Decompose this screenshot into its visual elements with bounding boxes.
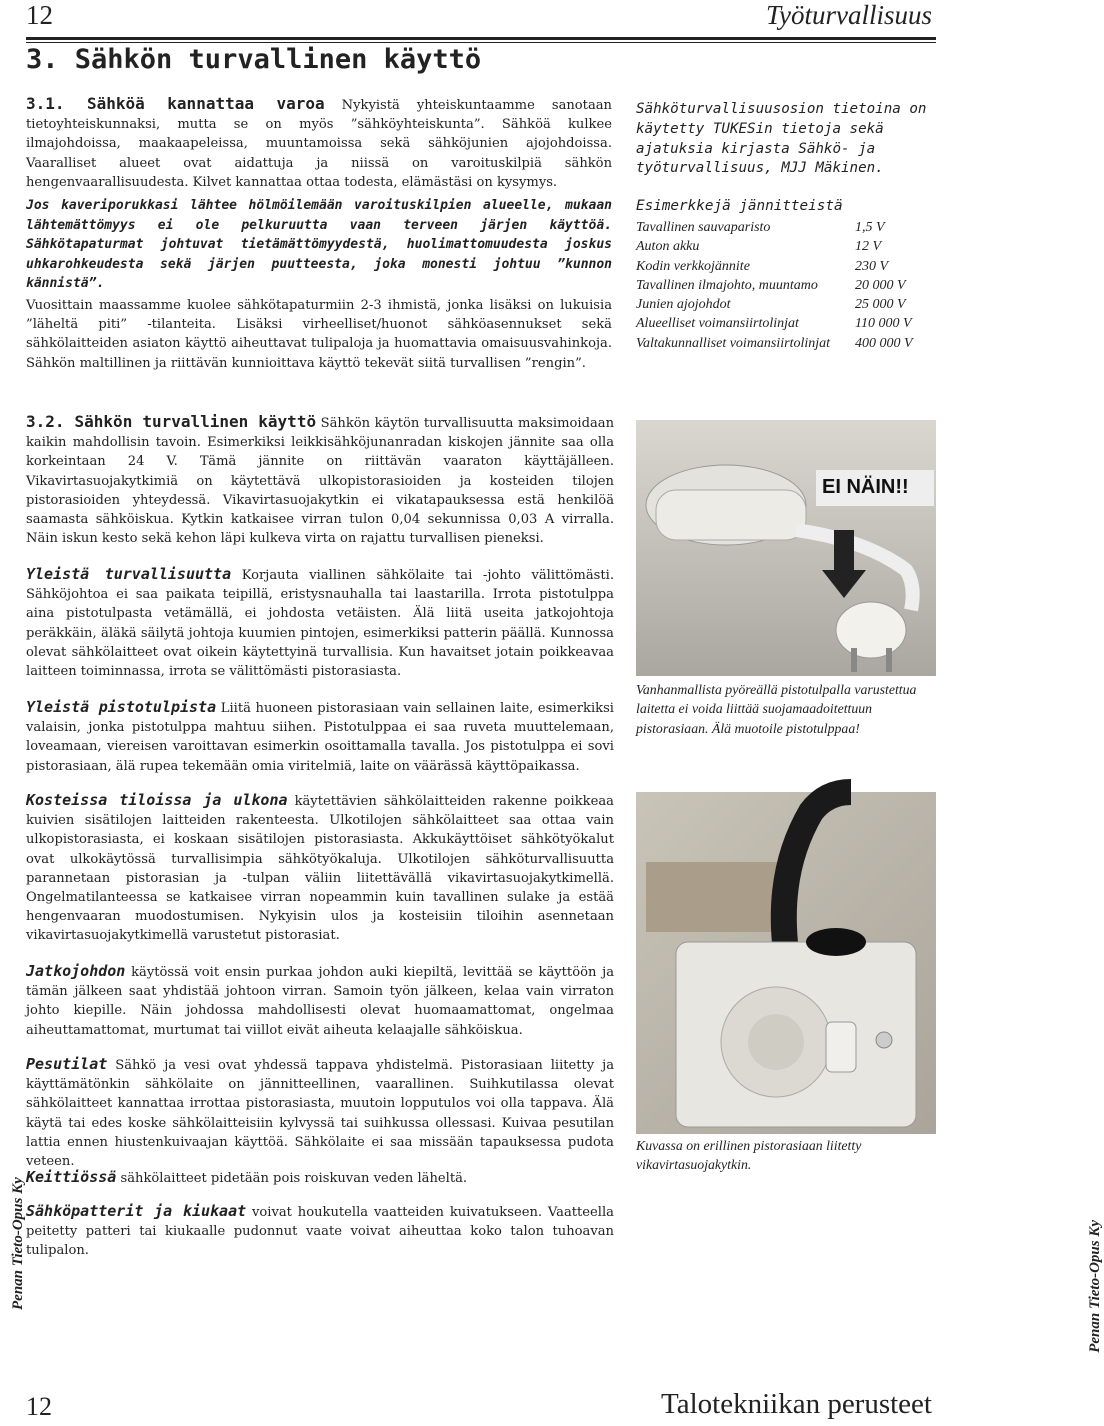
footer-book-title: Talotekniikan perusteet xyxy=(661,1388,932,1420)
voltage-row xyxy=(636,257,913,276)
paragraph-text: käytettävien sähkölaitteiden rakenne poikkeaa kuivien sisätilojen laitteiden rakenteesta. Ulkotilojen sähkölaitteet saa ottaa vain ulkopistorasiasta, ei koskaan sisätilojen pistorasiasta. Akkukäyttöiset sähkötyökalut ovat ulkokäytössä turvallisimpia sähkötyökaluja. Ulkotilojen sähköturvallisuutta parannetaan pistorasian ja -tulpan väliin liitettävällä vikavirtasuojakytkimellä. Ongelmatilanteessa se katkaisee virran nopeammin kuin tavallinen sulake ja estää hengenvaaran muodostumisen. Nykyisin ulos ja kosteisiin tiloihin asennetaan vikavirtasuojakytkimellä varustetut pistorasiat. xyxy=(26,794,614,944)
paragraph-heading: Sähköpatterit ja kiukaat xyxy=(26,1202,247,1220)
paragraph-heading: Kosteissa tiloissa ja ulkona xyxy=(26,791,288,809)
paragraph-text: sähkölaitteet pidetään pois roiskuvan veden läheltä. xyxy=(120,1171,468,1186)
voltage-label: Kodin verkkojännite xyxy=(636,258,750,274)
header-chapter-title: Työturvallisuus xyxy=(765,0,932,30)
paragraph-plugs xyxy=(26,698,614,776)
section-3-2 xyxy=(26,412,614,548)
side-text-right-label: Penan Tieto-Opus Ky xyxy=(1086,1220,1103,1353)
voltage-label: Valtakunnalliset voimansiirtolinjat xyxy=(636,335,831,351)
side-text-left: Penan Tieto-Opus Ky xyxy=(10,1177,26,1310)
paragraph-heading: Jatkojohdon xyxy=(26,962,126,980)
paragraph-radiators xyxy=(26,1202,614,1261)
voltage-value: 400 000 V xyxy=(855,335,913,351)
paragraph-heading: Keittiössä xyxy=(26,1168,117,1186)
voltage-value: 1,5 V xyxy=(855,220,885,235)
photo-plug xyxy=(636,420,936,676)
paragraph-extension-cord xyxy=(26,962,614,1040)
voltage-row xyxy=(636,295,913,314)
paragraph-kitchen xyxy=(26,1168,614,1188)
sidebar-intro: Sähköturvallisuusosion tietoina on käytetty TUKESin tietoja sekä ajatuksia kirjasta Sähkö- ja työturvallisuus, MJJ Mäkinen. xyxy=(636,101,927,177)
voltage-row xyxy=(636,218,913,237)
header-rule xyxy=(26,37,936,40)
voltage-table xyxy=(636,218,913,353)
voltage-value: 20 000 V xyxy=(855,277,906,293)
paragraph-heading: Yleistä turvallisuutta xyxy=(26,565,232,583)
side-text-right xyxy=(1087,1220,1104,1353)
voltage-row xyxy=(636,334,913,353)
voltage-row xyxy=(636,237,913,256)
paragraph-heading: Yleistä pistotulpista xyxy=(26,698,217,716)
header-page-number: 12 xyxy=(26,0,53,30)
photo-sign-text: EI NÄIN!! xyxy=(822,476,909,498)
section-3-2-p1: Sähkön käytön turvallisuutta maksimoidaan kaikin mahdollisin tavoin. Esimerkiksi leikkisähköjunanradan kiskojen jännite saa olla korkeintaan 24 V. Tämä jännite on riittävän vaaraton käyttäjälleen. Vikavirtasuojakytkimiä on käytettävä ulkopistorasioiden ja kosteiden tilojen pistorasioiden yhteydessä. Vikavirtasuojakytkin ei vikatapauksessa estä henkilöä saamasta sähköiskua. Kytkin katkaisee virran tulon 0,04 sekunnissa 0,03 A virralla. Näin iskun kesto sekä kehon läpi kulkeva virta on rajattu turvallisen pieneksi. xyxy=(26,416,614,547)
section-title: 3. Sähkön turvallinen käyttö xyxy=(26,44,482,75)
paragraph-general-safety xyxy=(26,565,614,681)
photo-rcd-socket xyxy=(636,792,936,1134)
voltage-label: Alueelliset voimansiirtolinjat xyxy=(636,316,799,332)
voltage-row xyxy=(636,276,913,295)
section-3-1-p1: Nykyistä yhteiskuntaamme sanotaan tietoyhteiskunnaksi, mutta se on myös ”sähköyhteiskunta”. Sähköä kulkee ilmajohdoissa, maakaapeleissa, muuntamoissa sekä sähköjunien ajojohdoissa. Vaaralliset alueet ovat aidattuja ja niissä on varoituskilpiä sähkön hengenvaarallisuudesta. Kilvet kannattaa ottaa todesta, elämästäsi on kysymys. xyxy=(26,98,612,190)
paragraph-heading: Pesutilat xyxy=(26,1055,108,1073)
footer-page-number: 12 xyxy=(26,1392,52,1421)
photo-plug-caption: Vanhanmallista pyöreällä pistotulpalla varustettua laitetta ei voida liittää suojamaadoitettuun pistorasiaan. Älä muotoile pistotulppaa! xyxy=(636,682,917,736)
section-3-1-p2: Vuosittain maassamme kuolee sähkötapaturmiin 2-3 ihmistä, jonka lisäksi on lukuisia ”läheltä piti” -tilanteita. Lisäksi virheelliset/huonot sähköasennukset sekä sähkölaitteiden asiaton käyttö aiheuttavat tulipaloja ja huomattavia omaisuusvahinkoja. Sähkön maltillinen ja riittävän kunnioittava käyttö tekevät siitä turvallisen ”rengin”. xyxy=(26,298,612,371)
section-3-2-heading: 3.2. Sähkön turvallinen käyttö xyxy=(26,412,317,431)
paragraph-text: käytössä voit ensin purkaa johdon auki kiepiltä, levittää se käyttöön ja tämän jälkeen saat yhdistää johtoon virran. Samoin työn jälkeen, kelaa vain virraton johto kiepille. Näin johdossa mahdollisesti olevat huomaamattomat, ongelmaa aiheuttamattomat, murtumat tai viillot eivät aiheuta kelaajalle sähköiskua. xyxy=(26,965,615,1038)
voltage-row xyxy=(636,314,913,333)
voltage-value: 12 V xyxy=(855,239,882,255)
paragraph-wet-rooms xyxy=(26,791,614,946)
section-3-1-emphasis: Jos kaveriporukkasi lähtee hölmöilemään varoituskilpien alueelle, mukaan lähtemättömyys ei ole pelkuruutta vaan terveen järjen käyttöä. Sähkötapaturmat johtuvat tietämättömyydestä, huolimattomuudesta joskus uhkarohkeudesta sekä järjen puutteesta, joka monesti johtuu ”kunnon kännistä”. xyxy=(26,198,612,291)
voltage-value: 230 V xyxy=(855,258,889,274)
section-3-1-heading: 3.1. Sähköä kannattaa varoa xyxy=(26,94,325,113)
paragraph-bathrooms xyxy=(26,1055,614,1171)
paragraph-text: voivat houkutella vaatteiden kuivatukseen. Vaatteella peitetty patteri tai kiukaalle pudonnut vaate voivat aiheuttaa koko talon tuhoavan tulipalon. xyxy=(26,1205,614,1259)
photo-rcd-caption: Kuvassa on erillinen pistorasiaan liitetty vikavirtasuojakytkin. xyxy=(636,1138,862,1173)
plug-illustration xyxy=(636,420,936,676)
paragraph-text: Liitä huoneen pistorasiaan vain sellainen laite, esimerkiksi valaisin, jonka pistotulppa mahtuu siihen. Pistotulppaa ei saa ruveta muuttelemaan, loveamaan, viereisen varoittavan esimerkin osoittamalla tavalla. Jos pistotulppa ei sovi pistorasiaan, älä rupea tekemään omia viritelmiä, laite on väärässä käyttöpaikassa. xyxy=(26,701,614,774)
paragraph-text: Sähkö ja vesi ovat yhdessä tappava yhdistelmä. Pistorasiaan liitetty ja käyttämätönkin sähkölaite on jännitteellinen, vaarallinen. Suihkutilassa olevat sähkölaitteet kannattaa irrottaa pistorasiasta, muutoin lopputulos voi olla tappava. Älä käytä tai edes koske sähkölaitteisiin kylvyssä tai suihkussa ollessasi. Kuivaa pesutilan lattia ennen hiustenkuivaajan käyttöä. Sähkölaite ei saa missään tapauksessa pudota veteen. xyxy=(26,1058,614,1170)
voltage-label: Junien ajojohdot xyxy=(636,297,731,313)
voltage-value: 25 000 V xyxy=(855,297,906,313)
section-3-1 xyxy=(26,94,612,192)
voltage-label: Tavallinen ilmajohto, muuntamo xyxy=(636,277,818,293)
rcd-illustration xyxy=(636,792,936,1134)
header-rule-thin xyxy=(26,42,936,43)
voltage-value: 110 000 V xyxy=(855,316,912,332)
voltage-label: Tavallinen sauvaparisto xyxy=(636,220,771,235)
voltage-table-title: Esimerkkejä jännitteistä xyxy=(636,198,843,214)
voltage-label: Auton akku xyxy=(636,239,700,255)
paragraph-text: Korjauta viallinen sähkölaite tai -johto välittömästi. Sähköjohtoa ei saa paikata teipillä, eristysnauhalla tai laastarilla. Irrota pistotulppa aina pistotulpasta vetämällä, ei johdosta vetäisten. Älä liitä useita jatkojohtoja peräkkäin, äläkä säilytä johtoja kuumien pintojen, esimerkiksi patterin päällä. Kunnossa olevat sähkölaitteet ovat oikein käytettyinä turvallisia. Kun havaitset jotain poikkeavaa laitteen toiminnassa, irrota se välittömästi pistorasiasta. xyxy=(26,568,614,680)
